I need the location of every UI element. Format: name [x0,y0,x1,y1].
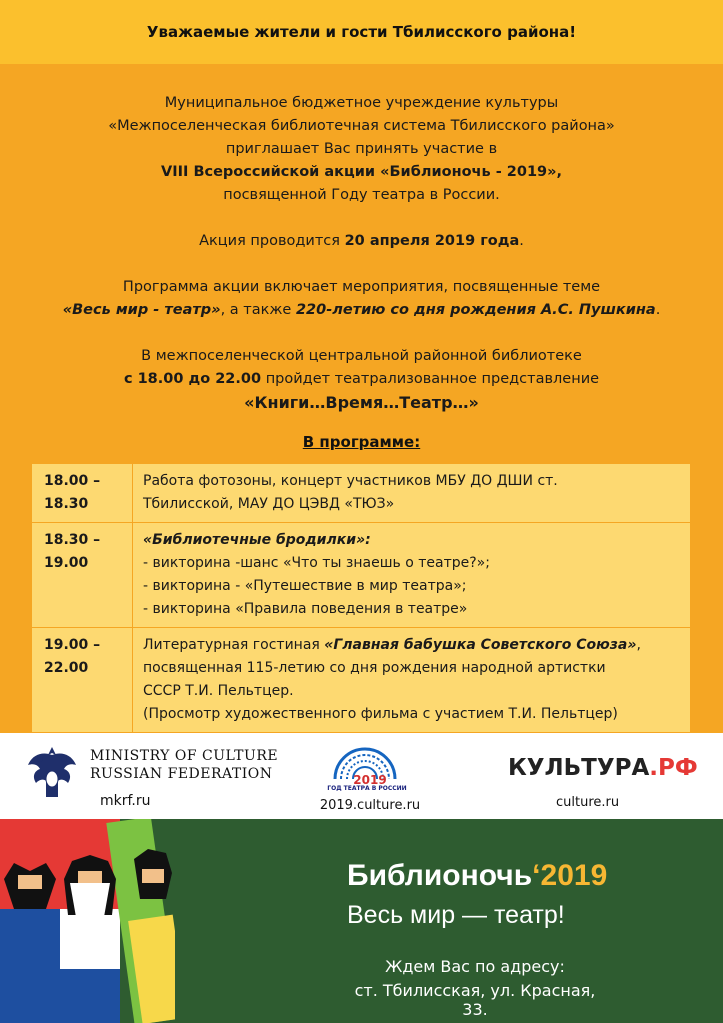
performance-line: с 18.00 до 22.00 пройдет театрализованное представление [123,371,600,387]
theatre-link[interactable]: 2019.culture.ru [319,798,421,813]
time-cell: 18.30 – 19.00 [32,523,133,628]
address: ст. Тбилисская, ул. Красная, 33. [354,981,596,1019]
description-cell: «Библиотечные бродилки»: - викторина -шанс «Что ты знаешь о театре?»; - викторина - «Путешествие в мир театра»; - викторина «Правила поведения в театре» [133,523,691,628]
address-label: Ждем Вас по адресу: [385,957,565,976]
program-theme-line: «Весь мир - театр», а также 220-летию со дня рождения А.С. Пушкина. [62,302,661,318]
time-range: с 18.00 до 22.00 [123,371,262,387]
program-intro: Программа акции включает мероприятия, посвященные теме [122,279,601,295]
library-line: В межпоселенческой центральной районной библиотеке [141,348,582,364]
biblionoch-year: ʻ2019 [532,859,608,892]
ministry-link[interactable]: mkrf.ru [100,793,151,809]
intro-line: посвященной Году театра в России. [223,187,500,203]
program-table [31,463,691,733]
theatre-subtitle: ГОД ТЕАТРА В РОССИИ [327,785,407,792]
biblionoch-title: Библионочьʻ2019 [347,859,608,892]
intro-text [0,92,723,414]
date-line: Акция проводится 20 апреля 2019 года. [199,233,524,249]
intro-line: Муниципальное бюджетное учреждение культуры [164,95,559,111]
biblionoch-subtitle: Весь мир — театр! [347,901,565,929]
footer-banner [0,819,723,1023]
greeting: Уважаемые жители и гости Тбилисского района! [146,23,577,41]
theatre-year: 2019 [353,773,387,787]
characters-illustration-icon [0,819,210,1023]
top-banner [0,0,723,64]
table-row [32,464,691,523]
double-headed-eagle-icon [22,741,82,805]
program-heading: В программе: [302,433,421,451]
description-cell: Работа фотозоны, концерт участников МБУ ДО ДШИ ст. Тбилисской, МАУ ДО ЦЭВД «ТЮЗ» [133,464,691,523]
intro-line: приглашает Вас принять участие в [225,141,498,157]
pushkin-anniversary: 220-летию со дня рождения А.С. Пушкина [295,302,656,318]
table-row [32,523,691,628]
action-name: VIII Всероссийской акции «Библионочь - 2019», [160,164,563,180]
performance-title: «Книги…Время…Театр…» [244,393,479,412]
partner-logos [0,733,723,819]
time-cell: 18.00 – 18.30 [32,464,133,523]
kultura-logo: КУЛЬТУРА.РФ [508,755,698,781]
kultura-link[interactable]: culture.ru [556,795,620,810]
intro-line: «Межпоселенческая библиотечная система Тбилисского района» [108,118,615,134]
program-theme: «Весь мир - театр» [62,302,221,318]
description-cell: Литературная гостиная «Главная бабушка Советского Союза», посвященная 115-летию со дня рождения народной артистки СССР Т.И. Пельтцер. (Просмотр художественного фильма с участием Т.И. Пельтцер) [133,628,691,733]
event-date: 20 апреля 2019 года [344,233,520,249]
time-cell: 19.00 – 22.00 [32,628,133,733]
table-row [32,628,691,733]
ministry-name: MINISTRY OF CULTURE RUSSIAN FEDERATION [90,748,279,782]
